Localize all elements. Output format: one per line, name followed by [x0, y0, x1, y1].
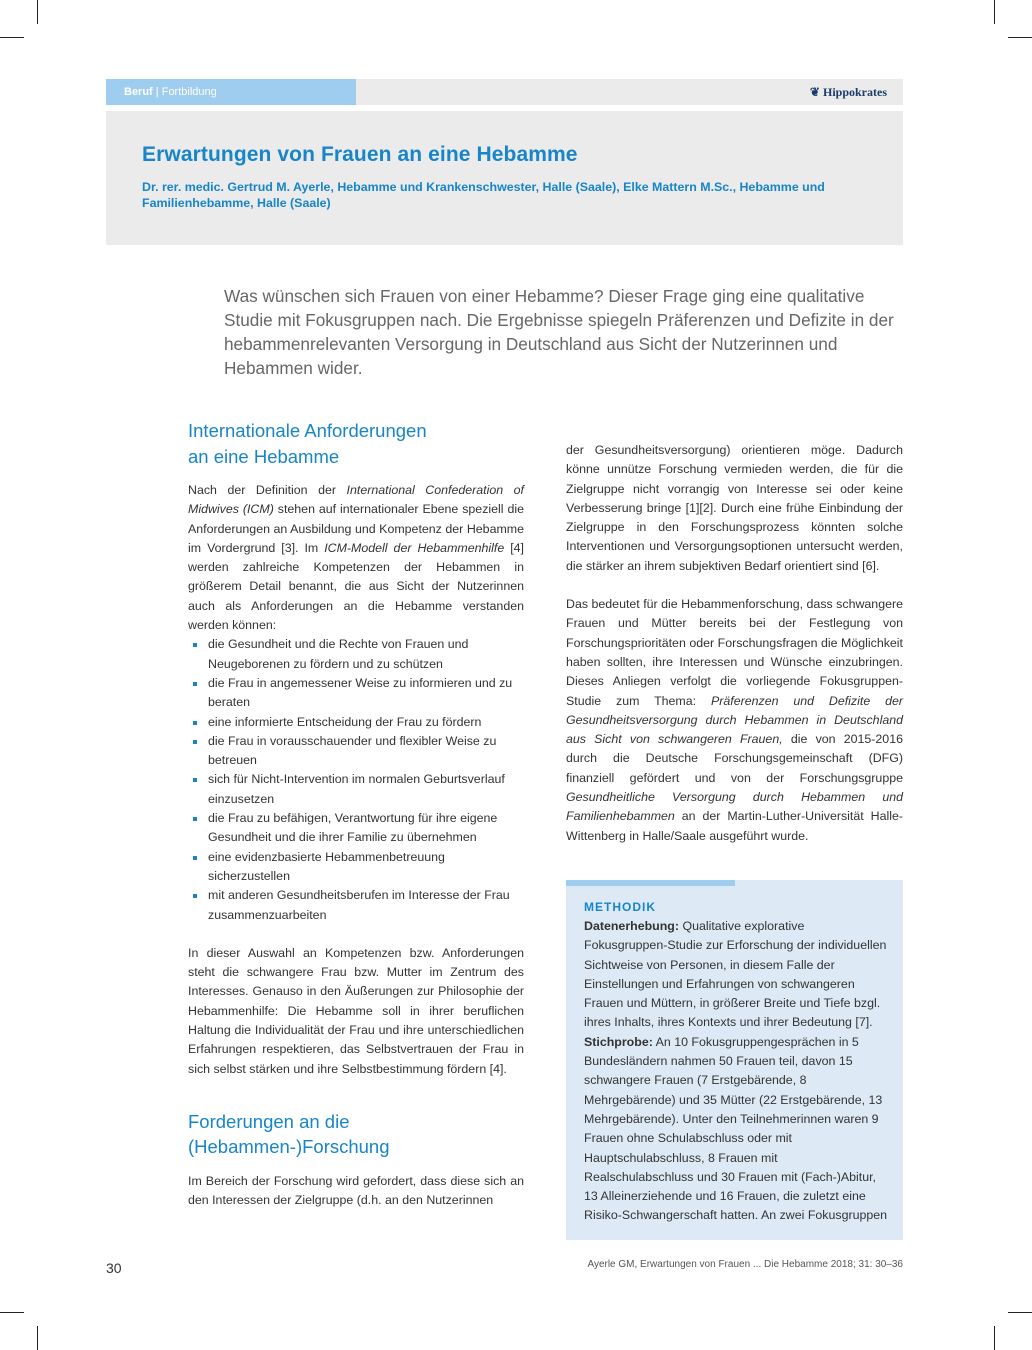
list-item: die Frau in angemessener Weise zu informieren und zu beraten — [188, 674, 524, 713]
list-item: eine evidenzbasierte Hebammenbetreuung sicherzustellen — [188, 848, 524, 887]
article-authors: Dr. rer. medic. Gertrud M. Ayerle, Hebamme und Krankenschwester, Halle (Saale), Elke Mattern M.Sc., Hebamme und Familienhebamme, Halle (Saale) — [142, 180, 825, 210]
section-label — [106, 79, 356, 105]
subsection-name: Fortbildung — [161, 86, 217, 98]
list-item: sich für Nicht-Intervention im normalen Geburtsverlauf einzusetzen — [188, 770, 524, 809]
paragraph: Nach der Definition der International Confederation of Midwives (ICM) stehen auf internationaler Ebene speziell die Anforderungen an Ausbildung und Kompetenz der Hebamme im Vordergrund [3]. Im ICM-Modell der Hebammenhilfe [4] werden zahlreiche Kompetenzen der Hebammen in größerem Detail benannt, die aus Sicht der Nutzerinnen auch als Anforderungen an die Hebamme verstanden werden können: — [188, 483, 525, 633]
methodik-datenerhebung: Datenerhebung: Qualitative explorative Fokusgruppen-Studie zur Erforschung der individuellen Sichtweise von Personen, in diesem Falle der Einstellungen und Erfahrungen von schwangeren Frauen und Müttern, in größerer Breite und Tiefe bzgl. ihres Inhalts, ihres Kontexts und ihrer Bedeutung [7]. — [584, 919, 887, 1030]
page-number: 30 — [106, 1260, 122, 1276]
right-column — [566, 441, 903, 846]
methodik-accent-bar — [566, 880, 735, 886]
section-heading: Forderungen an die (Hebammen-)Forschung — [188, 1110, 390, 1158]
paragraph: der Gesundheitsversorgung) orientieren möge. Dadurch könne unnütze Forschung vermieden werden, die für die Zielgruppe nicht vorrangig von Interesse sei oder keine Verbesserung bringe [1][2]. Durch eine frühe Einbindung der Zielgruppe in den Forschungsprozess könnten solche Interventionen und Versorgungsoptionen untersucht werden, die stärker an ihrem subjektiven Bedarf orientiert sind [6]. — [566, 443, 903, 573]
paragraph: Das bedeutet für die Hebammenforschung, dass schwangere Frauen und Mütter bereits bei der Festlegung von Forschungsprioritäten oder Forschungsfragen die Möglichkeit haben sollten, ihre Interessen und Wünsche einzubringen. Dieses Anliegen verfolgt die vorliegende Fokusgruppen-Studie zum Thema: Präferenzen und Defizite der Gesundheitsversorgung durch Hebammen in Deutschland aus Sicht von schwangeren Frauen, die von 2015-2016 durch die Deutsche Forschungsgemeinschaft (DFG) finanziell gefördert und von der Forschungsgruppe Gesundheitliche Versorgung durch Hebammen und Familienhebammen an der Martin-Luther-Universität Halle-Wittenberg in Halle/Saale ausgeführt wurde. — [566, 597, 903, 843]
crop-mark — [0, 1312, 24, 1313]
crest-icon: ❦ — [809, 85, 820, 99]
section-heading: Internationale Anforderungen an eine Hebamme — [188, 420, 427, 467]
methodik-box — [566, 880, 903, 1240]
crop-mark — [1008, 37, 1032, 38]
list-item: die Frau zu befähigen, Verantwortung für ihre eigene Gesundheit und die ihrer Familie zu übernehmen — [188, 809, 524, 848]
list-item: mit anderen Gesundheitsberufen im Interesse der Frau zusammenzuarbeiten — [188, 886, 524, 925]
methodik-body — [584, 898, 888, 1226]
crop-mark — [0, 37, 24, 38]
running-header — [106, 79, 903, 105]
brand-name: Hippokrates — [822, 85, 887, 99]
methodik-stichprobe: Stichprobe: An 10 Fokusgruppengesprächen in 5 Bundesländern nahmen 50 Frauen teil, davon 15 schwangere Frauen (7 Erstgebärende, 8 Mehrgebärende) und 35 Mütter (22 Erstgebärende, 13 Mehrgebärende). Unter den Teilnehmerinnen waren 9 Frauen ohne Schulabschluss oder mit Hauptschulabschluss, 8 Frauen mit Realschulabschluss und 30 Frauen mit (Fach-)Abitur, 13 Alleinerziehende und 16 Frauen, die zuletzt eine Risiko-Schwangerschaft hatten. An zwei Fokusgruppen — [584, 1034, 888, 1223]
crop-mark — [37, 1326, 38, 1350]
section-separator: | — [152, 86, 162, 98]
list-item: eine informierte Entscheidung der Frau zu fördern — [188, 713, 524, 732]
list-item: die Gesundheit und die Rechte von Frauen und Neugeborenen zu fördern und zu schützen — [188, 635, 524, 674]
crop-mark — [994, 1326, 995, 1350]
paragraph: In dieser Auswahl an Kompetenzen bzw. Anforderungen steht die schwangere Frau bzw. Mutter im Zentrum des Interesses. Genauso in den Äußerungen zur Philosophie der Hebammenhilfe: Die Hebamme soll in ihrer beruflichen Haltung die Individualität der Frau und ihre unterschiedlichen Erfahrungen respektieren, das Selbstvertrauen der Frau in sich selbst stärken und ihre Selbstbestimmung fördern [4]. — [188, 945, 524, 1076]
section-name: Beruf — [124, 86, 153, 98]
left-column — [188, 418, 524, 1211]
article-title: Erwartungen von Frauen an eine Hebamme — [142, 143, 578, 166]
crop-mark — [994, 0, 995, 24]
title-box — [106, 111, 903, 245]
publisher-brand — [810, 79, 887, 105]
methodik-heading: METHODIK — [584, 900, 656, 914]
citation-footer: Ayerle GM, Erwartungen von Frauen ... Die Hebamme 2018; 31: 30–36 — [587, 1259, 903, 1270]
competency-list — [188, 635, 524, 924]
paragraph: Im Bereich der Forschung wird gefordert, dass diese sich an den Interessen der Zielgruppe (d.h. an den Nutzerinnen — [188, 1173, 524, 1208]
crop-mark — [37, 0, 38, 24]
crop-mark — [1008, 1312, 1032, 1313]
list-item: die Frau in vorausschauender und flexibler Weise zu betreuen — [188, 732, 524, 771]
article-lead: Was wünschen sich Frauen von einer Hebamme? Dieser Frage ging eine qualitative Studie mit Fokusgruppen nach. Die Ergebnisse spiegeln Präferenzen und Defizite in der hebammenrelevanten Versorgung in Deutschland aus Sicht der Nutzerinnen und Hebammen wider. — [224, 286, 894, 378]
